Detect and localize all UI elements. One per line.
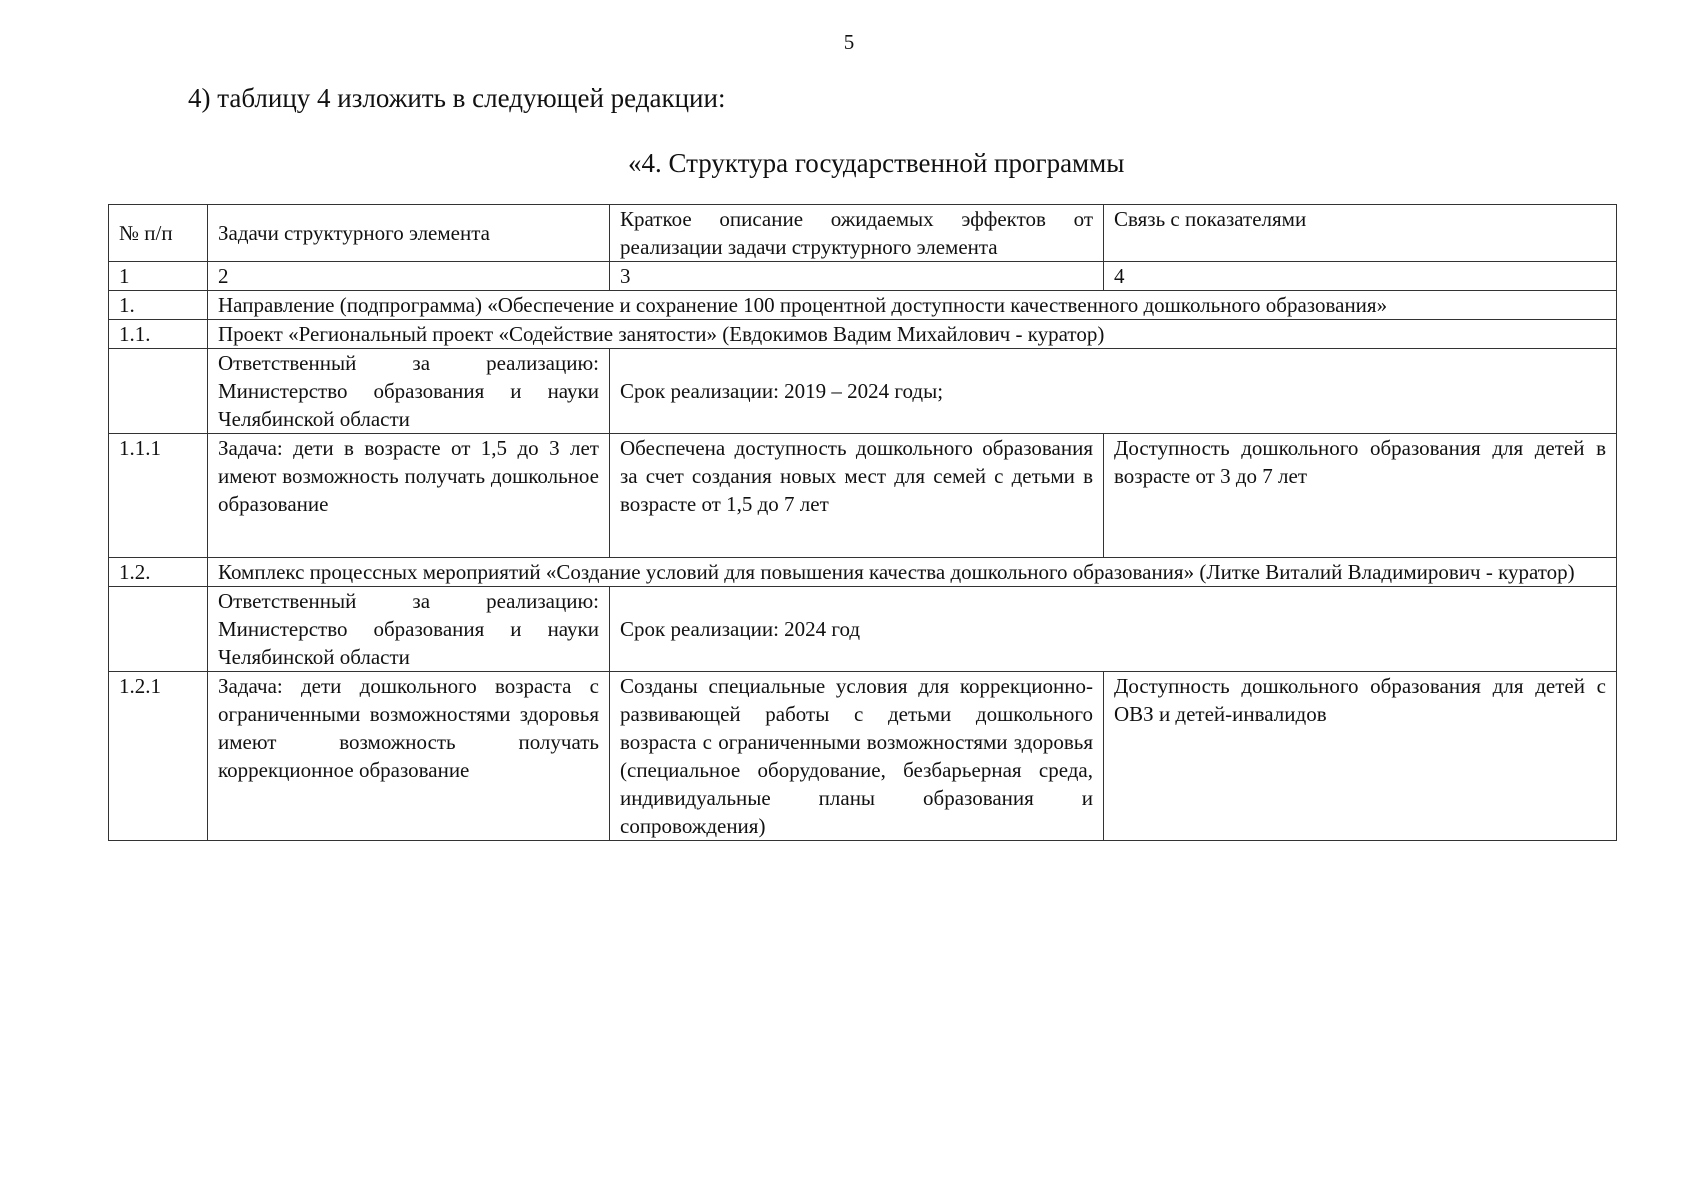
row-num: 1.1. xyxy=(109,320,208,349)
period-text: Срок реализации: 2024 год xyxy=(610,587,1617,672)
table-row-project xyxy=(109,320,1617,349)
responsible-text: Ответственный за реализацию: Министерство образования и науки Челябинской области xyxy=(208,587,610,672)
complex-title: Комплекс процессных мероприятий «Создание условий для повышения качества дошкольного образования» (Литке Виталий Владимирович - куратор) xyxy=(208,558,1617,587)
direction-title: Направление (подпрограмма) «Обеспечение и сохранение 100 процентной доступности качественного дошкольного образования» xyxy=(208,291,1617,320)
table-row-direction xyxy=(109,291,1617,320)
effect-text: Созданы специальные условия для коррекционно-развивающей работы с детьми дошкольного возраста с ограниченными возможностями здоровья (специальное оборудование, безбарьерная среда, индивидуальные планы образования и сопровождения) xyxy=(610,672,1104,841)
table-title: «4. Структура государственной программы xyxy=(628,148,1125,178)
row-num: 1.2. xyxy=(109,558,208,587)
structure-table xyxy=(108,204,1617,841)
header-tasks: Задачи структурного элемента xyxy=(208,205,610,262)
table-header-row xyxy=(109,205,1617,262)
table-row-process-complex xyxy=(109,558,1617,587)
table-row-responsible xyxy=(109,349,1617,434)
page-number: 5 xyxy=(843,30,855,54)
header-indicators: Связь с показателями xyxy=(1104,205,1617,262)
table-row-responsible xyxy=(109,587,1617,672)
task-text: Задача: дети в возрасте от 1,5 до 3 лет имеют возможность получать дошкольное образование xyxy=(208,434,610,558)
indicator-text: Доступность дошкольного образования для детей в возрасте от 3 до 7 лет xyxy=(1104,434,1617,558)
row-num-empty xyxy=(109,587,208,672)
table-row-task xyxy=(109,434,1617,558)
table-row-task xyxy=(109,672,1617,841)
indicator-text: Доступность дошкольного образования для детей с ОВЗ и детей-инвалидов xyxy=(1104,672,1617,841)
header-number-4: 4 xyxy=(1104,262,1617,291)
period-text: Срок реализации: 2019 – 2024 годы; xyxy=(610,349,1617,434)
header-effects: Краткое описание ожидаемых эффектов от реализации задачи структурного элемента xyxy=(610,205,1104,262)
responsible-text: Ответственный за реализацию: Министерство образования и науки Челябинской области xyxy=(208,349,610,434)
row-num: 1. xyxy=(109,291,208,320)
header-number-2: 2 xyxy=(208,262,610,291)
row-num: 1.1.1 xyxy=(109,434,208,558)
header-num: № п/п xyxy=(109,205,208,262)
effect-text: Обеспечена доступность дошкольного образования за счет создания новых мест для семей с детьми в возрасте от 1,5 до 7 лет xyxy=(610,434,1104,558)
header-numbers-row xyxy=(109,262,1617,291)
header-number-1: 1 xyxy=(109,262,208,291)
row-num: 1.2.1 xyxy=(109,672,208,841)
instruction-text: 4) таблицу 4 изложить в следующей редакции: xyxy=(188,83,726,113)
header-number-3: 3 xyxy=(610,262,1104,291)
row-num-empty xyxy=(109,349,208,434)
project-title: Проект «Региональный проект «Содействие занятости» (Евдокимов Вадим Михайлович - куратор) xyxy=(208,320,1617,349)
task-text: Задача: дети дошкольного возраста с ограниченными возможностями здоровья имеют возможность получать коррекционное образование xyxy=(208,672,610,841)
